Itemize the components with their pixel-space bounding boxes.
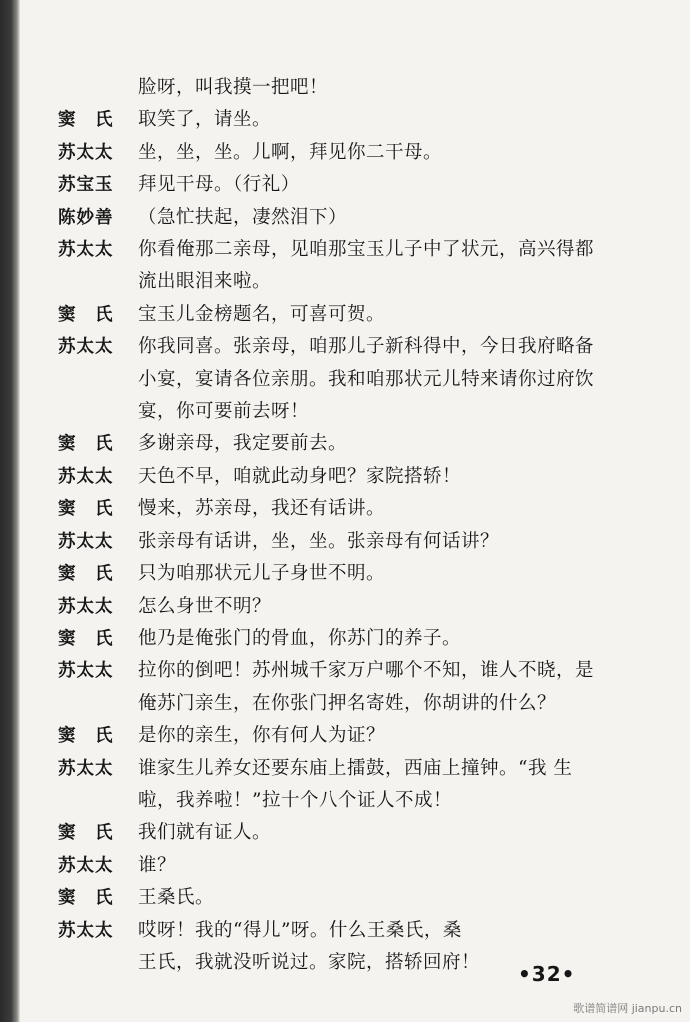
page-number: •32• [518, 962, 576, 986]
dialogue-text: 谁家生儿养女还要东庙上擂鼓，西庙上撞钟。“我 生 [138, 757, 573, 779]
speaker-name: 苏宝玉 [58, 175, 114, 196]
speaker-name: 苏太太 [58, 531, 114, 552]
dialogue-line [58, 526, 658, 558]
dialogue-line [58, 558, 658, 590]
dialogue-line [58, 882, 658, 914]
speaker-name: 窦 氏 [58, 499, 114, 520]
dialogue-line [58, 785, 658, 817]
dialogue-line [58, 331, 658, 363]
dialogue-line [58, 169, 658, 201]
dialogue-text: 是你的亲生，你有何人为证？ [138, 725, 386, 747]
dialogue-text: 拉你的倒吧！苏州城千家万户哪个不知，谁人不晓，是 [138, 660, 595, 682]
dialogue-text: 王桑氏。 [138, 887, 215, 909]
book-spine-shadow [0, 0, 20, 1022]
dialogue-line [58, 72, 658, 104]
dialogue-text: 你看俺那二亲母，见咱那宝玉儿子中了状元，高兴得都 [138, 239, 595, 261]
dialogue-line [58, 137, 658, 169]
dialogue-text: 王氏，我就没听说过。家院，搭轿回府！ [138, 951, 481, 973]
dialogue-line [58, 234, 658, 266]
speaker-name: 窦 氏 [58, 726, 114, 747]
speaker-name: 苏太太 [58, 661, 114, 682]
dialogue-line [58, 461, 658, 493]
speaker-name: 窦 氏 [58, 110, 114, 131]
dialogue-text: 取笑了，请坐。 [138, 109, 272, 131]
dialogue-text: 啦，我养啦！”拉十个八个证人不成！ [138, 789, 452, 811]
dialogue-line [58, 266, 658, 298]
dialogue-text: 流出眼泪来啦。 [138, 271, 272, 293]
dialogue-text: 只为咱那状元儿子身世不明。 [138, 563, 386, 585]
speaker-name: 苏太太 [58, 855, 114, 876]
dialogue-line [58, 396, 658, 428]
dialogue-text: （急忙扶起，凄然泪下） [138, 206, 348, 228]
dialogue-text: 慢来，苏亲母，我还有话讲。 [138, 498, 386, 520]
speaker-name: 陈妙善 [58, 207, 114, 228]
dialogue-line [58, 623, 658, 655]
dialogue-line [58, 591, 658, 623]
speaker-name: 窦 氏 [58, 628, 114, 649]
script-body [58, 72, 658, 979]
speaker-name: 苏太太 [58, 920, 114, 941]
dialogue-text: 谁？ [138, 854, 177, 876]
speaker-name: 苏太太 [58, 337, 114, 358]
dialogue-text: 张亲母有话讲，坐，坐。张亲母有何话讲？ [138, 530, 500, 552]
speaker-name: 窦 氏 [58, 564, 114, 585]
dialogue-text: 脸呀，叫我摸一把吧！ [138, 77, 329, 98]
dialogue-line [58, 202, 658, 234]
speaker-name: 苏太太 [58, 758, 114, 779]
dialogue-text: 我们就有证人。 [138, 822, 272, 844]
dialogue-line [58, 688, 658, 720]
dialogue-text: 天色不早，咱就此动身吧？家院搭轿！ [138, 465, 462, 487]
speaker-name: 窦 氏 [58, 434, 114, 455]
speaker-name: 苏太太 [58, 240, 114, 261]
dialogue-text: 他乃是俺张门的骨血，你苏门的养子。 [138, 627, 462, 649]
dialogue-text: 多谢亲母，我定要前去。 [138, 433, 348, 455]
dialogue-line [58, 493, 658, 525]
dialogue-line [58, 364, 658, 396]
dialogue-line [58, 655, 658, 687]
speaker-name: 窦 氏 [58, 888, 114, 909]
dialogue-line [58, 753, 658, 785]
dialogue-text: 怎么身世不明？ [138, 595, 272, 617]
speaker-name: 窦 氏 [58, 304, 114, 325]
dialogue-text: 宴，你可要前去呀！ [138, 401, 310, 423]
dialogue-line [58, 299, 658, 331]
watermark: 歌谱简谱网 jianpu.cn [573, 1002, 682, 1015]
speaker-name: 苏太太 [58, 142, 114, 163]
dialogue-text: 你我同喜。张亲母，咱那儿子新科得中，今日我府略备 [138, 336, 595, 358]
dialogue-text: 俺苏门亲生，在你张门押名寄姓，你胡讲的什么？ [138, 692, 557, 714]
dialogue-line [58, 720, 658, 752]
speaker-name: 窦 氏 [58, 823, 114, 844]
dialogue-text: 坐，坐，坐。儿啊，拜见你二干母。 [138, 141, 443, 163]
dialogue-text: 小宴，宴请各位亲朋。我和咱那状元儿特来请你过府饮 [138, 368, 595, 390]
dialogue-line [58, 915, 658, 947]
dialogue-line [58, 104, 658, 136]
dialogue-text: 宝玉儿金榜题名，可喜可贺。 [138, 303, 386, 325]
dialogue-line [58, 817, 658, 849]
dialogue-text: 哎呀！我的“得儿”呀。什么王桑氏，桑 [138, 919, 462, 941]
dialogue-line [58, 428, 658, 460]
speaker-name: 苏太太 [58, 596, 114, 617]
dialogue-line [58, 850, 658, 882]
speaker-name: 苏太太 [58, 466, 114, 487]
dialogue-text: 拜见干母。（行礼） [138, 174, 300, 196]
